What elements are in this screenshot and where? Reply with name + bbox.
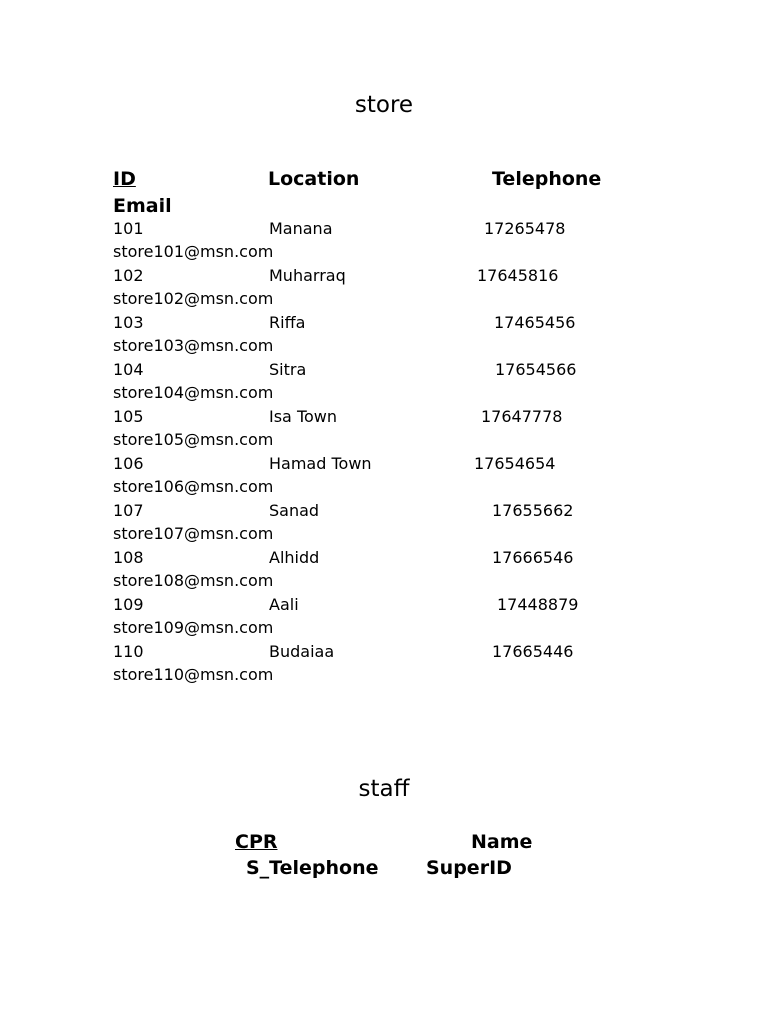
store-id: 106 xyxy=(113,454,144,473)
store-header-id: ID xyxy=(113,168,136,190)
store-email: store110@msn.com xyxy=(113,665,274,684)
store-email: store105@msn.com xyxy=(113,430,274,449)
store-id: 102 xyxy=(113,266,144,285)
store-email: store101@msn.com xyxy=(113,242,274,261)
store-header-email: Email xyxy=(113,195,172,217)
store-location: Alhidd xyxy=(269,548,320,567)
store-location: Manana xyxy=(269,219,333,238)
store-telephone: 17647778 xyxy=(481,407,563,426)
store-location: Sanad xyxy=(269,501,320,520)
store-table-rows xyxy=(0,219,768,689)
store-id: 109 xyxy=(113,595,144,614)
store-email: store109@msn.com xyxy=(113,618,274,637)
store-id: 108 xyxy=(113,548,144,567)
store-section-title: store xyxy=(354,92,414,118)
store-location: Hamad Town xyxy=(269,454,372,473)
store-header-location: Location xyxy=(268,168,360,190)
store-telephone: 17265478 xyxy=(484,219,566,238)
store-id: 101 xyxy=(113,219,144,238)
table-row xyxy=(0,219,768,266)
store-id: 104 xyxy=(113,360,144,379)
store-email: store102@msn.com xyxy=(113,289,274,308)
store-telephone: 17665446 xyxy=(492,642,574,661)
store-id: 107 xyxy=(113,501,144,520)
table-row xyxy=(0,548,768,595)
store-location: Aali xyxy=(269,595,299,614)
store-id: 105 xyxy=(113,407,144,426)
store-location: Riffa xyxy=(269,313,306,332)
table-row xyxy=(0,407,768,454)
table-row xyxy=(0,642,768,689)
store-location: Sitra xyxy=(269,360,307,379)
staff-header-cpr: CPR xyxy=(235,831,278,853)
table-row xyxy=(0,266,768,313)
store-email: store103@msn.com xyxy=(113,336,274,355)
store-location: Budaiaa xyxy=(269,642,335,661)
store-email: store104@msn.com xyxy=(113,383,274,402)
store-telephone: 17645816 xyxy=(477,266,559,285)
staff-header-name: Name xyxy=(471,831,533,853)
table-row xyxy=(0,454,768,501)
staff-header-super-id: SuperID xyxy=(426,857,512,879)
store-telephone: 17448879 xyxy=(497,595,579,614)
store-telephone: 17655662 xyxy=(492,501,574,520)
store-id: 103 xyxy=(113,313,144,332)
staff-header-s-telephone: S_Telephone xyxy=(246,857,379,879)
staff-section-title: staff xyxy=(358,776,410,802)
table-row xyxy=(0,595,768,642)
store-location: Isa Town xyxy=(269,407,338,426)
store-telephone: 17654566 xyxy=(495,360,577,379)
store-location: Muharraq xyxy=(269,266,346,285)
store-email: store106@msn.com xyxy=(113,477,274,496)
table-row xyxy=(0,360,768,407)
store-telephone: 17666546 xyxy=(492,548,574,567)
store-email: store108@msn.com xyxy=(113,571,274,590)
store-id: 110 xyxy=(113,642,144,661)
store-telephone: 17465456 xyxy=(494,313,576,332)
table-row xyxy=(0,313,768,360)
store-telephone: 17654654 xyxy=(474,454,556,473)
table-row xyxy=(0,501,768,548)
store-header-telephone: Telephone xyxy=(492,168,602,190)
store-email: store107@msn.com xyxy=(113,524,274,543)
